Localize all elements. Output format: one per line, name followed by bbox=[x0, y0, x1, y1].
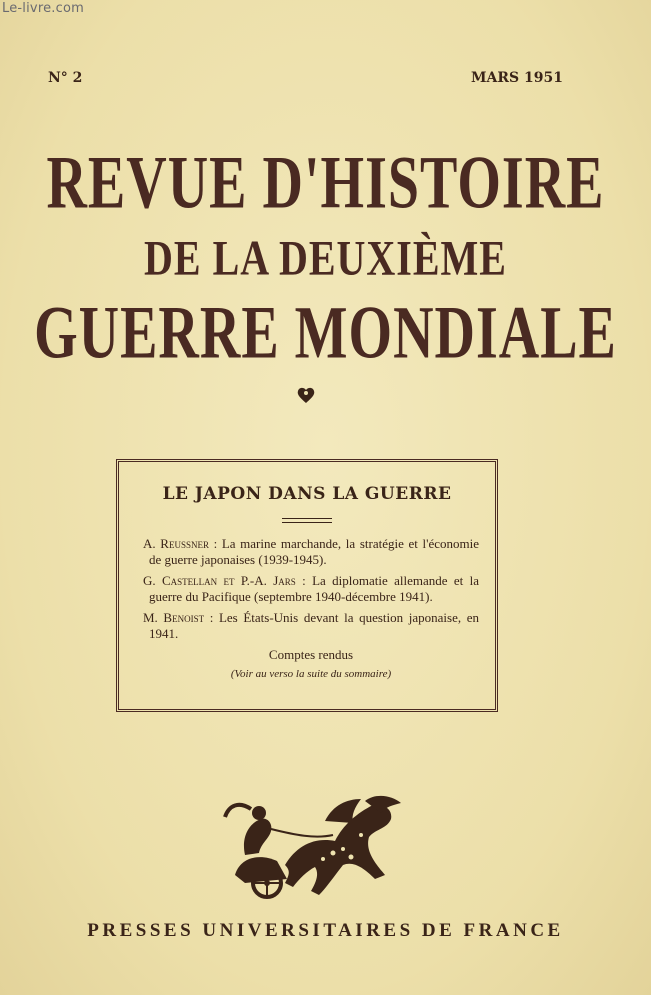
contents-list bbox=[143, 536, 479, 682]
contents-entry bbox=[143, 536, 479, 567]
entry-title: : La diplomatie allemande et la guerre du Pacifique (septembre 1940-décembre 1941). bbox=[149, 573, 479, 604]
issue-date: MARS 1951 bbox=[471, 70, 563, 86]
contents-heading: LE JAPON DANS LA GUERRE bbox=[162, 484, 452, 504]
title-line-2: DE LA DEUXIÈME bbox=[144, 229, 507, 286]
heading-rule bbox=[282, 522, 332, 523]
chariot-emblem-icon bbox=[215, 795, 405, 905]
heading-rule bbox=[282, 518, 332, 519]
site-watermark: Le-livre.com bbox=[2, 1, 84, 16]
entry-author: G. Castellan et P.-A. Jars bbox=[143, 573, 296, 588]
contents-entry bbox=[143, 573, 479, 604]
title-line-3: GUERRE MONDIALE bbox=[34, 291, 617, 376]
verso-note: (Voir au verso la suite du sommaire) bbox=[230, 667, 392, 680]
entry-title: : Les États-Unis devant la question japonaise, en 1941. bbox=[149, 610, 479, 641]
entry-author: A. Reussner bbox=[143, 536, 209, 551]
contents-box bbox=[116, 459, 498, 712]
contents-entry bbox=[143, 610, 479, 641]
issue-number: N° 2 bbox=[48, 70, 83, 86]
ornament-icon bbox=[296, 386, 316, 404]
publisher-name: PRESSES UNIVERSITAIRES DE FRANCE bbox=[87, 920, 564, 941]
title-line-1: REVUE D'HISTOIRE bbox=[46, 141, 605, 226]
entry-title: : La marine marchande, la stratégie et l'économie de guerre japonaises (1939-1945). bbox=[149, 536, 479, 567]
entry-author: M. Benoist bbox=[143, 610, 205, 625]
reviews-label: Comptes rendus bbox=[268, 647, 354, 662]
